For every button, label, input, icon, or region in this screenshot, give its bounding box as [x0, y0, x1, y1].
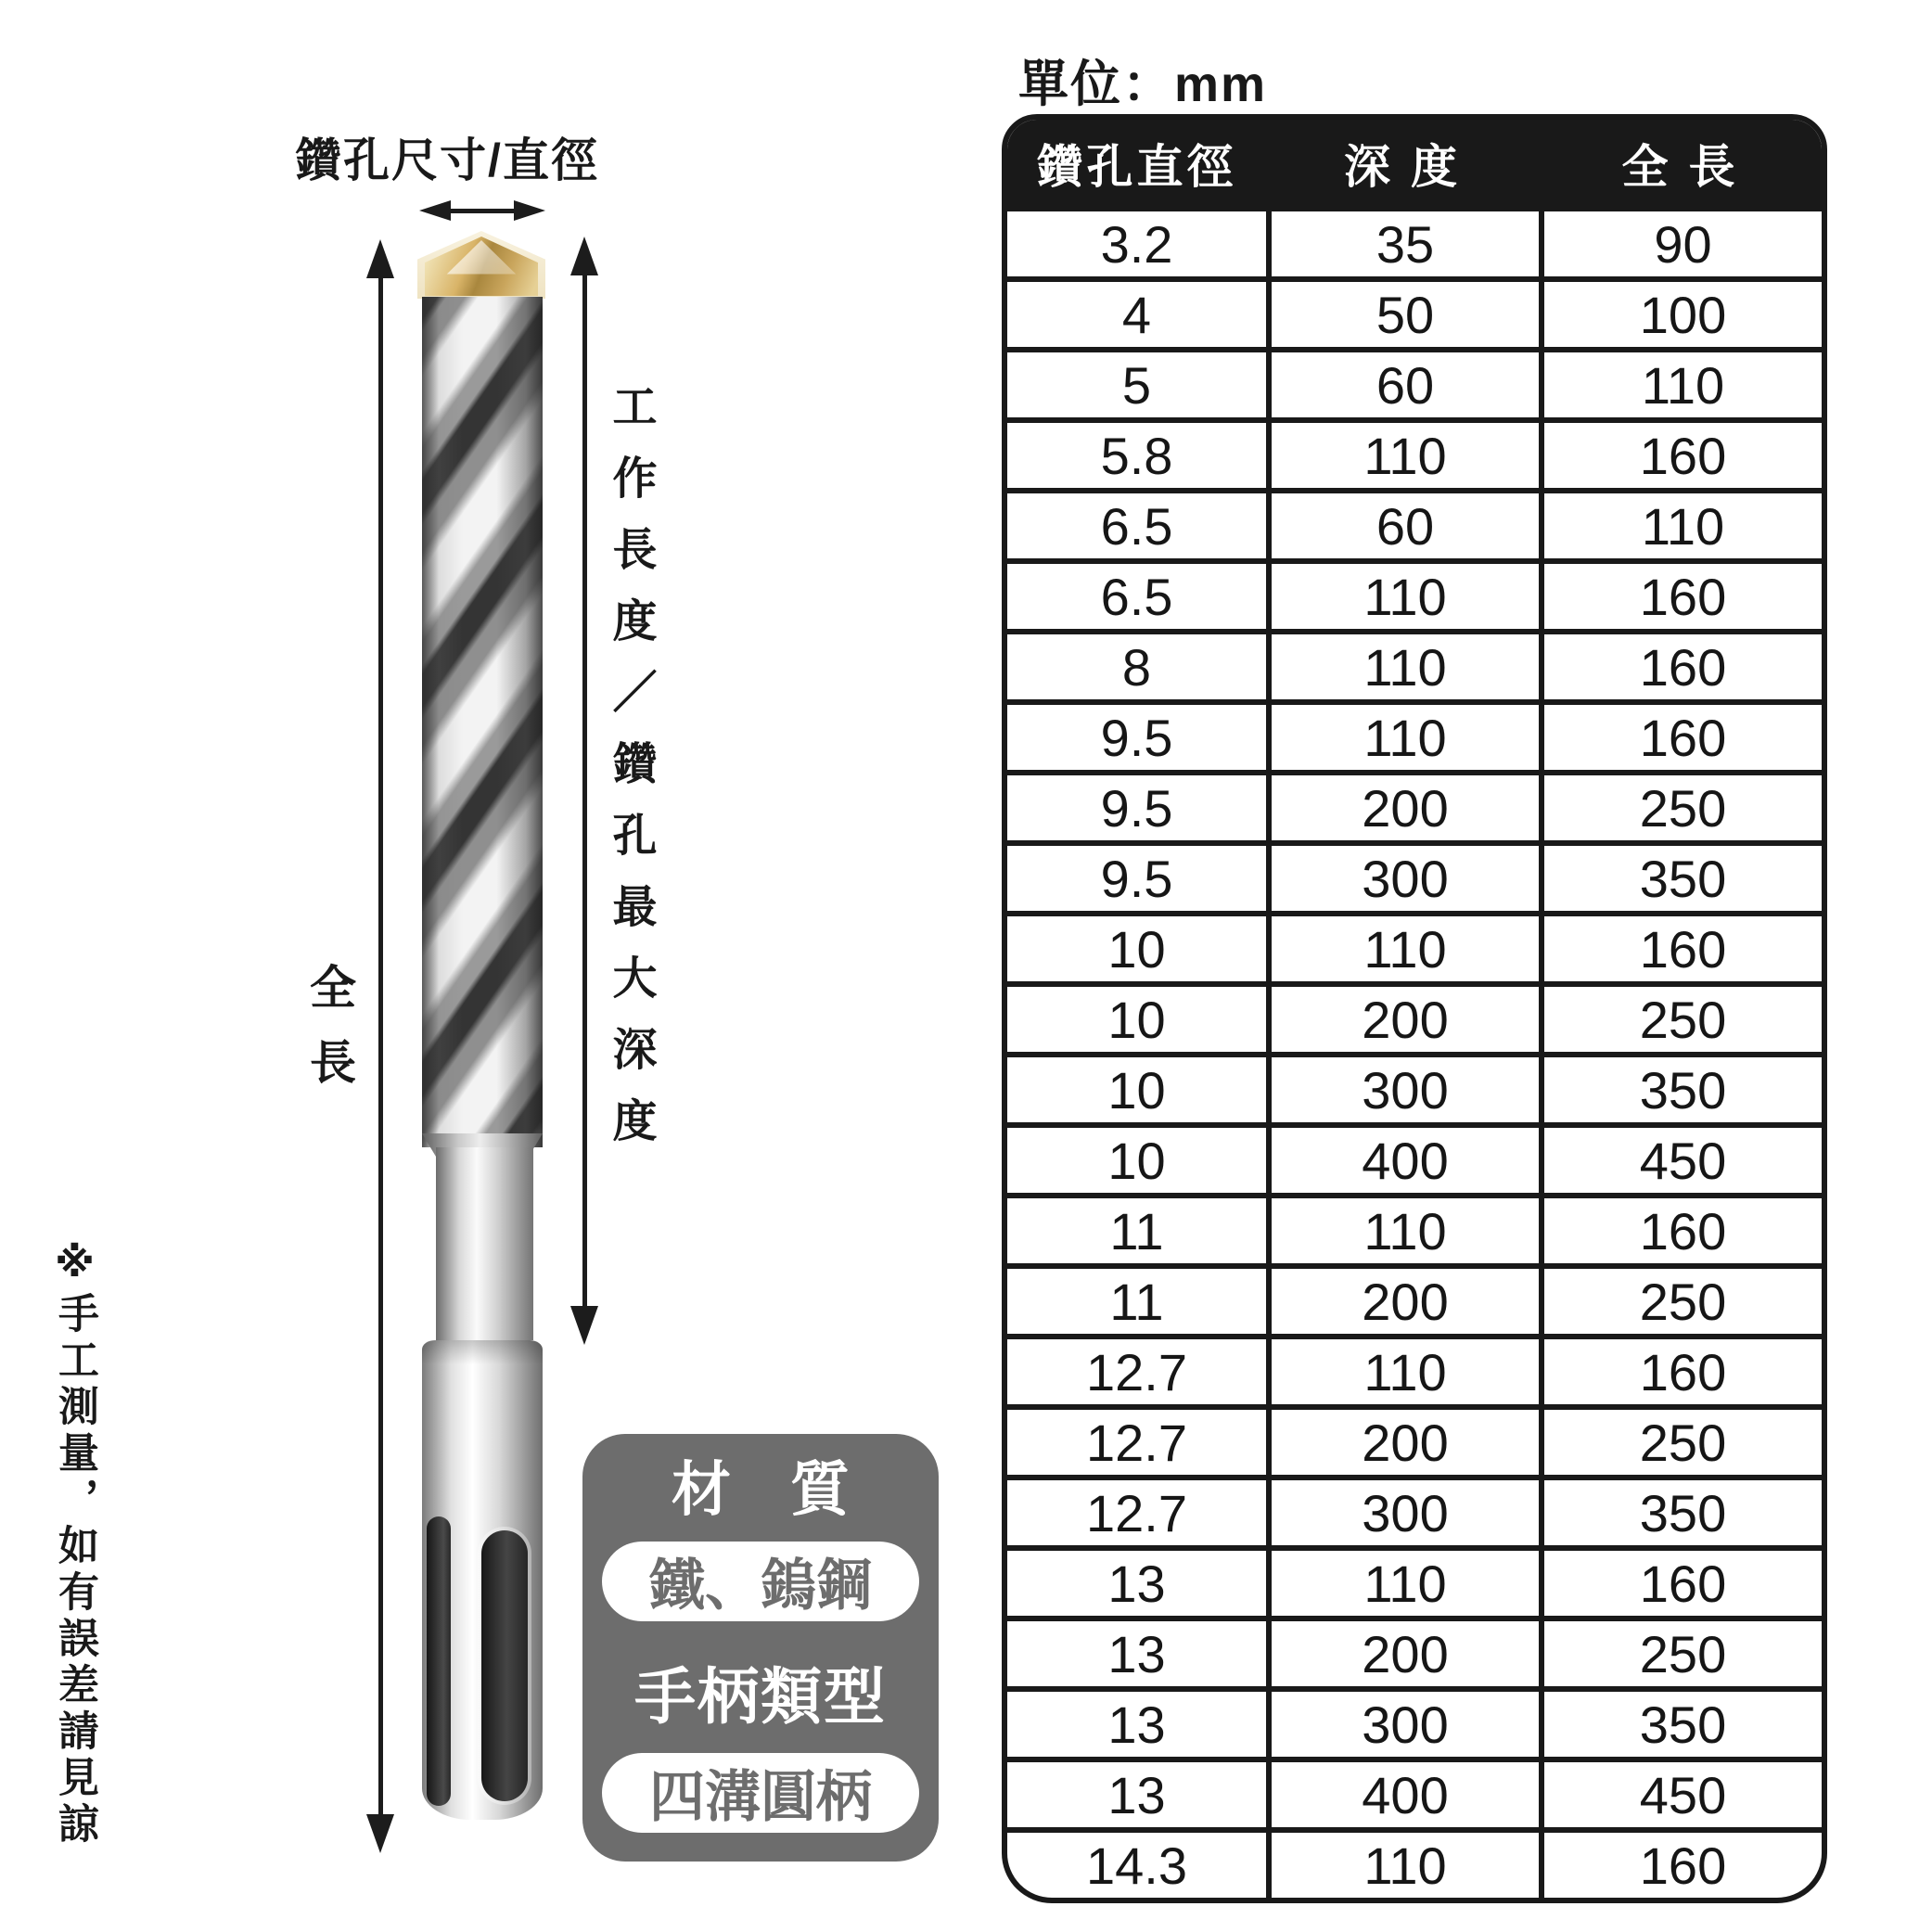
- material-title: 材 質: [672, 1456, 850, 1523]
- table-cell: 200: [1266, 987, 1539, 1052]
- table-cell: 350: [1539, 1692, 1822, 1757]
- table-row: [1007, 1475, 1822, 1545]
- table-cell: 160: [1539, 916, 1822, 981]
- table-cell: 6.5: [1100, 567, 1173, 626]
- table-cell: 110: [1266, 1339, 1539, 1404]
- table-cell: 10: [1107, 919, 1166, 979]
- column-header-depth: 深 度: [1344, 140, 1461, 193]
- table-cell: 160: [1539, 705, 1822, 770]
- working-length-dimension-arrow: [569, 237, 600, 1345]
- table-cell: 110: [1539, 493, 1822, 558]
- table-cell: 60: [1266, 352, 1539, 417]
- table-cell: 12.7: [1086, 1483, 1187, 1542]
- table-row: [1007, 1404, 1822, 1475]
- table-cell: 11: [1109, 1201, 1164, 1260]
- drill-flute-spiral: [422, 297, 543, 1147]
- shank-type-title: 手柄類型: [634, 1662, 887, 1731]
- table-cell: 160: [1539, 1198, 1822, 1263]
- table-cell: 110: [1266, 1551, 1539, 1616]
- table-cell: 450: [1539, 1128, 1822, 1193]
- shank-groove-left: [427, 1516, 451, 1806]
- table-cell: 300: [1266, 1480, 1539, 1545]
- table-row: [1007, 1122, 1822, 1193]
- table-cell: 400: [1266, 1128, 1539, 1193]
- table-cell: 300: [1266, 846, 1539, 911]
- table-cell: 250: [1539, 987, 1822, 1052]
- table-row: [1007, 770, 1822, 840]
- table-row: [1007, 1827, 1822, 1898]
- table-cell: 90: [1539, 211, 1822, 276]
- table-cell: 300: [1266, 1692, 1539, 1757]
- table-cell: 110: [1539, 352, 1822, 417]
- table-cell: 35: [1266, 211, 1539, 276]
- table-row: [1007, 276, 1822, 347]
- total-length-dimension-arrow: [365, 239, 396, 1853]
- arrow-left-head-icon: [419, 200, 451, 221]
- table-cell: 350: [1539, 846, 1822, 911]
- table-cell: 250: [1539, 1410, 1822, 1475]
- table-cell: 110: [1266, 916, 1539, 981]
- table-cell: 12.7: [1086, 1342, 1187, 1401]
- table-cell: 110: [1266, 705, 1539, 770]
- table-cell: 10: [1107, 990, 1166, 1049]
- table-cell: 60: [1266, 493, 1539, 558]
- table-row: [1007, 558, 1822, 629]
- table-cell: 9.5: [1100, 778, 1173, 838]
- arrow-line: [451, 209, 514, 213]
- table-row: [1007, 206, 1822, 276]
- table-cell: 10: [1107, 1060, 1166, 1120]
- table-cell: 9.5: [1100, 708, 1173, 767]
- drill-shank-neck: [436, 1147, 533, 1340]
- table-cell: 200: [1266, 1410, 1539, 1475]
- table-cell: 110: [1266, 1833, 1539, 1898]
- table-cell: 13: [1107, 1624, 1166, 1683]
- table-cell: 3.2: [1100, 214, 1173, 274]
- table-row: [1007, 1616, 1822, 1686]
- spec-table-body: [1007, 206, 1822, 1898]
- table-row: [1007, 629, 1822, 699]
- total-length-label: 全長: [303, 963, 355, 1113]
- spec-table-header: [1007, 120, 1822, 206]
- arrow-up-head-icon: [366, 239, 394, 278]
- table-cell: 300: [1266, 1057, 1539, 1122]
- table-row: [1007, 1545, 1822, 1616]
- table-cell: 160: [1539, 423, 1822, 488]
- material-value-pill: 鐵、鎢鋼: [602, 1542, 919, 1621]
- diameter-label: 鑽孔尺寸/直徑: [295, 134, 599, 186]
- table-cell: 350: [1539, 1057, 1822, 1122]
- table-row: [1007, 1052, 1822, 1122]
- hand-measure-note: ※手工測量，如有誤差請見諒: [52, 1239, 97, 1849]
- table-row: [1007, 1263, 1822, 1334]
- table-cell: 250: [1539, 1269, 1822, 1334]
- table-cell: 4: [1121, 285, 1152, 344]
- shank-type-value-pill: 四溝圓柄: [602, 1753, 919, 1833]
- spec-table: [1002, 114, 1827, 1903]
- table-cell: 160: [1539, 1339, 1822, 1404]
- table-cell: 8: [1121, 637, 1152, 697]
- table-cell: 160: [1539, 564, 1822, 629]
- arrow-down-head-icon: [366, 1814, 394, 1853]
- table-row: [1007, 347, 1822, 417]
- table-cell: 5.8: [1100, 426, 1173, 485]
- table-row: [1007, 1757, 1822, 1827]
- table-cell: 110: [1266, 634, 1539, 699]
- table-cell: 250: [1539, 775, 1822, 840]
- table-cell: 110: [1266, 423, 1539, 488]
- table-row: [1007, 1686, 1822, 1757]
- arrow-line: [378, 278, 383, 1814]
- table-cell: 160: [1539, 1551, 1822, 1616]
- table-cell: 14.3: [1086, 1836, 1187, 1895]
- shank-groove-right: [481, 1530, 528, 1801]
- table-row: [1007, 1193, 1822, 1263]
- table-row: [1007, 840, 1822, 911]
- diameter-dimension-arrow: [419, 197, 545, 224]
- column-header-total-length: 全 長: [1621, 140, 1739, 193]
- table-cell: 9.5: [1100, 849, 1173, 908]
- table-cell: 5: [1121, 355, 1152, 415]
- table-cell: 160: [1539, 634, 1822, 699]
- table-cell: 400: [1266, 1762, 1539, 1827]
- table-cell: 450: [1539, 1762, 1822, 1827]
- arrow-line: [582, 275, 587, 1306]
- table-cell: 200: [1266, 1621, 1539, 1686]
- table-cell: 100: [1539, 282, 1822, 347]
- table-cell: 200: [1266, 1269, 1539, 1334]
- table-row: [1007, 981, 1822, 1052]
- material-badge: [582, 1434, 939, 1862]
- table-cell: 6.5: [1100, 496, 1173, 556]
- table-cell: 200: [1266, 775, 1539, 840]
- table-cell: 50: [1266, 282, 1539, 347]
- table-cell: 13: [1107, 1765, 1166, 1824]
- table-cell: 10: [1107, 1131, 1166, 1190]
- table-cell: 13: [1107, 1695, 1166, 1754]
- working-length-label: 工作長度／鑽孔最大深度: [606, 383, 655, 1169]
- table-cell: 160: [1539, 1833, 1822, 1898]
- table-row: [1007, 911, 1822, 981]
- table-row: [1007, 488, 1822, 558]
- arrow-down-head-icon: [570, 1306, 598, 1345]
- table-cell: 250: [1539, 1621, 1822, 1686]
- table-row: [1007, 1334, 1822, 1404]
- table-row: [1007, 417, 1822, 488]
- table-cell: 350: [1539, 1480, 1822, 1545]
- table-cell: 110: [1266, 564, 1539, 629]
- table-cell: 13: [1107, 1554, 1166, 1613]
- table-cell: 12.7: [1086, 1413, 1187, 1472]
- table-row: [1007, 699, 1822, 770]
- table-cell: 11: [1109, 1272, 1164, 1331]
- arrow-right-head-icon: [514, 200, 545, 221]
- column-header-diameter: 鑽孔直徑: [1036, 140, 1237, 193]
- table-cell: 110: [1266, 1198, 1539, 1263]
- unit-label: 單位：mm: [1018, 57, 1268, 112]
- arrow-up-head-icon: [570, 237, 598, 275]
